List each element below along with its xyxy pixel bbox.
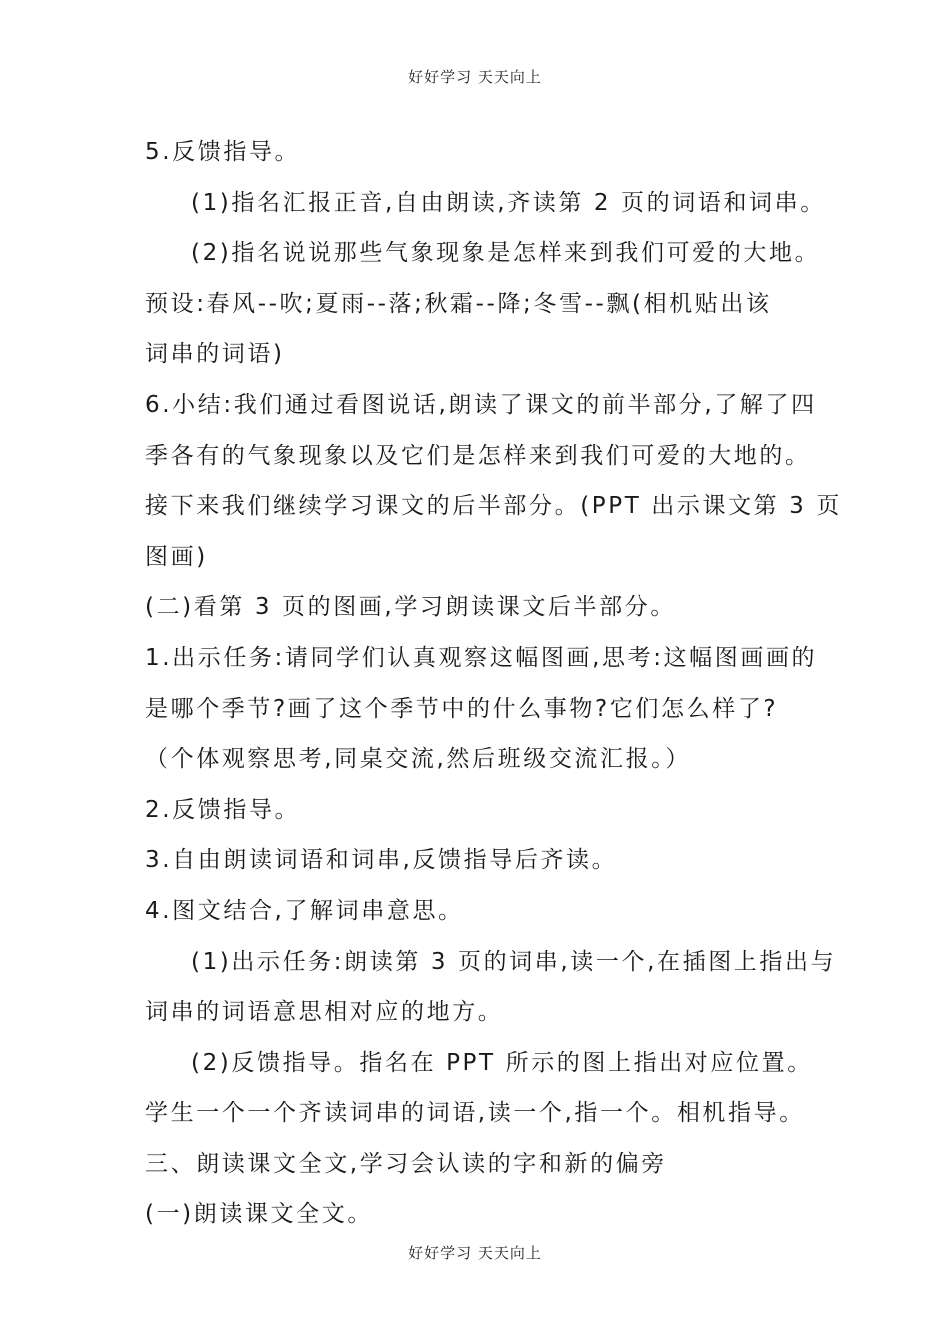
text-line: 6.小结:我们通过看图说话,朗读了课文的前半部分,了解了四 bbox=[145, 391, 817, 418]
text-line: 学生一个一个齐读词串的词语,读一个,指一个。相机指导。 bbox=[145, 1100, 805, 1127]
text-line: 三、朗读课文全文,学习会认读的字和新的偏旁 bbox=[145, 1150, 667, 1177]
text-line: 词串的词语) bbox=[145, 341, 285, 368]
text-line: 是哪个季节?画了这个季节中的什么事物?它们怎么样了? bbox=[145, 695, 779, 722]
text-line: 2.反馈指导。 bbox=[145, 796, 301, 823]
text-line: 接下来我们继续学习课文的后半部分。(PPT 出示课文第 3 页 bbox=[145, 493, 842, 520]
running-footer: 好好学习 天天向上 bbox=[408, 1244, 542, 1262]
text-line: (2)反馈指导。指名在 PPT 所示的图上指出对应位置。 bbox=[191, 1049, 813, 1076]
text-line: (二)看第 3 页的图画,学习朗读课文后半部分。 bbox=[145, 594, 676, 621]
document-body bbox=[145, 127, 842, 1240]
text-line: 4.图文结合,了解词串意思。 bbox=[145, 897, 464, 924]
text-line: 词串的词语意思相对应的地方。 bbox=[145, 999, 504, 1026]
text-line: 3.自由朗读词语和词串,反馈指导后齐读。 bbox=[145, 847, 618, 874]
text-line: (一)朗读课文全文。 bbox=[145, 1201, 373, 1228]
text-line: (1)出示任务:朗读第 3 页的词串,读一个,在插图上指出与 bbox=[191, 948, 837, 975]
text-line: 预设:春风--吹;夏雨--落;秋霜--降;冬雪--飘(相机贴出该 bbox=[145, 290, 772, 317]
text-line: （个体观察思考,同桌交流,然后班级交流汇报。） bbox=[145, 746, 691, 773]
text-line: 图画) bbox=[145, 543, 208, 570]
text-line: 5.反馈指导。 bbox=[145, 139, 301, 165]
running-header: 好好学习 天天向上 bbox=[408, 68, 542, 86]
text-line: (1)指名汇报正音,自由朗读,齐读第 2 页的词语和词串。 bbox=[191, 189, 826, 216]
text-line: 1.出示任务:请同学们认真观察这幅图画,思考:这幅图画画的 bbox=[145, 644, 818, 671]
text-line: 季各有的气象现象以及它们是怎样来到我们可爱的大地的。 bbox=[145, 442, 811, 469]
text-line: (2)指名说说那些气象现象是怎样来到我们可爱的大地。 bbox=[191, 240, 821, 267]
